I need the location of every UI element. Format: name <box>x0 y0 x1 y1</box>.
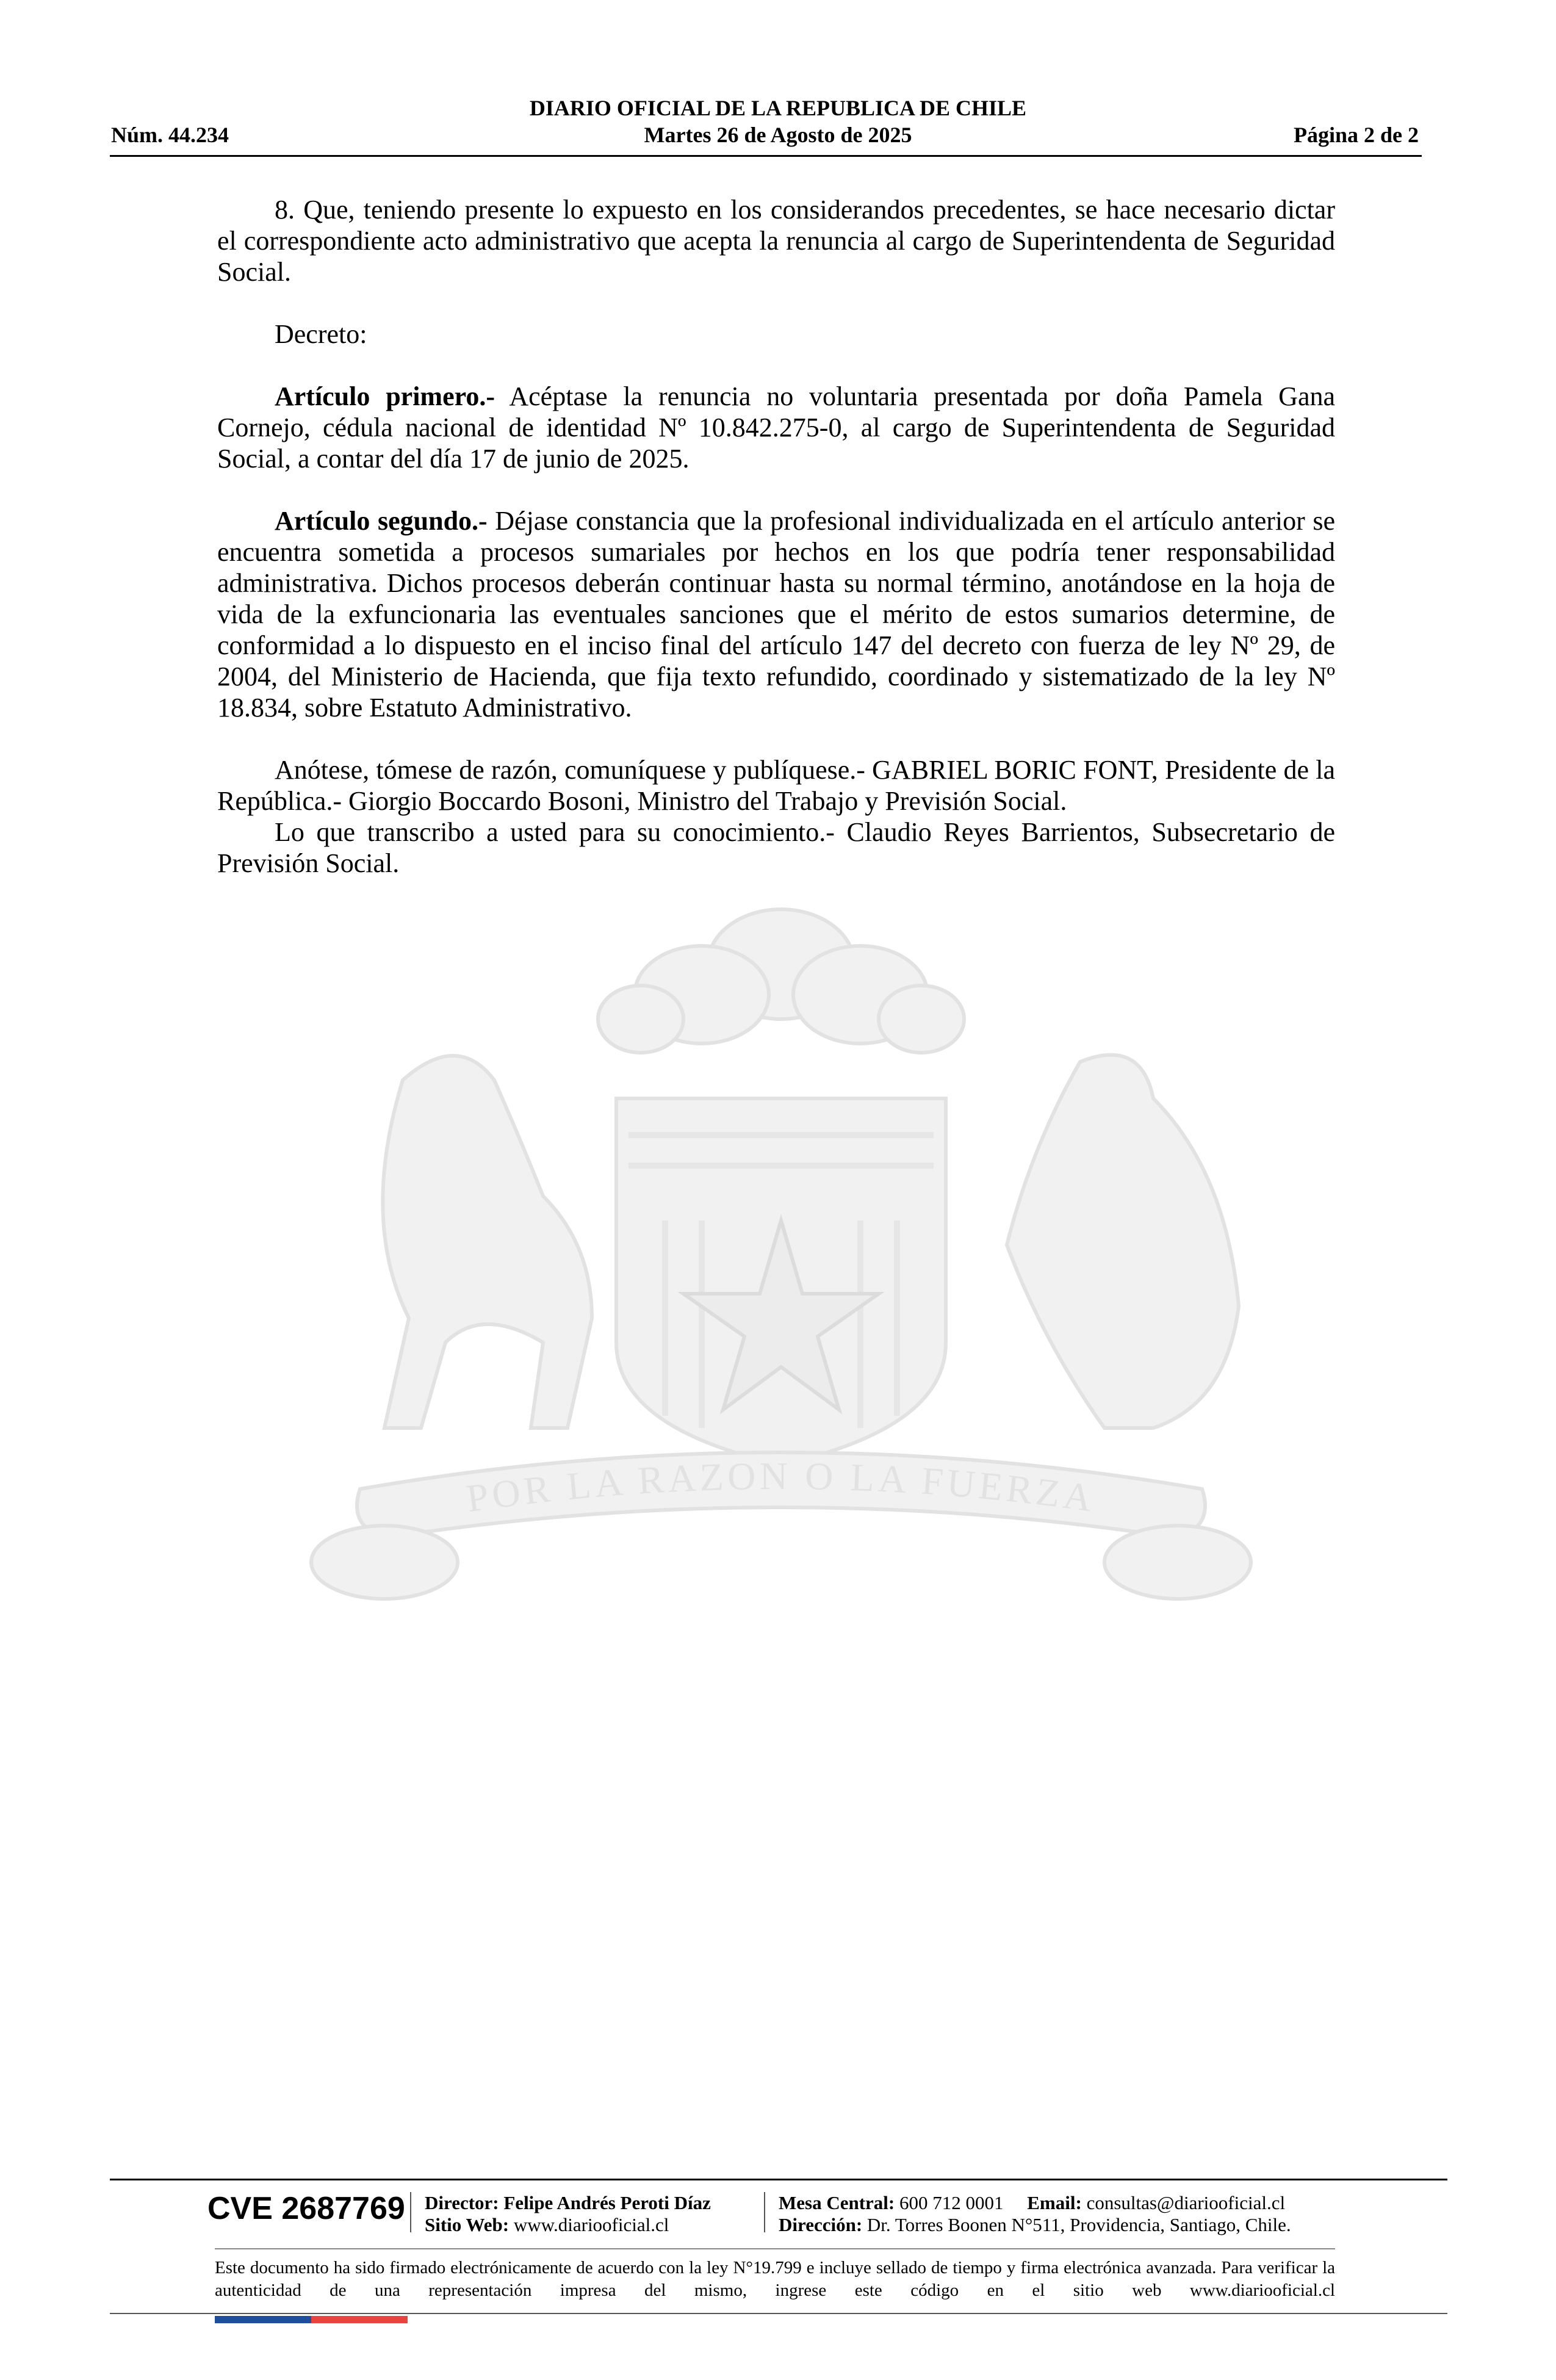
article-1-label: Artículo primero.- <box>275 381 495 411</box>
gazette-title: DIARIO OFICIAL DE LA REPUBLICA DE CHILE <box>529 96 1027 120</box>
director-label: Director: <box>425 2192 499 2213</box>
closing-formula: Anótese, tómese de razón, comuníquese y publíquese.- GABRIEL BORIC FONT, Presidente de la República.- Giorgio Boccardo Bosoni, Ministro del Trabajo y Previsión Social. <box>217 755 1335 816</box>
director-name: Felipe Andrés Peroti Díaz <box>503 2192 711 2213</box>
flag-stripe-red <box>311 2316 408 2323</box>
website-line <box>425 2214 669 2236</box>
address-line <box>779 2214 1291 2236</box>
contact-line <box>779 2192 1285 2214</box>
cve-code: CVE 2687769 <box>207 2191 405 2226</box>
flag-stripe-blue <box>215 2316 311 2323</box>
footer-separator <box>764 2192 765 2232</box>
header-divider <box>110 155 1422 157</box>
email-label: Email: <box>1027 2192 1082 2213</box>
phone-label: Mesa Central: <box>779 2192 895 2213</box>
decreto-heading: Decreto: <box>275 319 367 349</box>
watermark-motto: POR LA RAZON O LA FUERZA <box>464 1454 1098 1521</box>
article-2-text: Déjase constancia que la profesional individualizada en el artículo anterior se encuentra sometida a procesos sumariales por hechos en los que podría tener responsabilidad administrativa. Dichos procesos deberán continuar hasta su normal término, anotándose en la hoja de vida de la exfuncionaria las eventuales sanciones que el mérito de estos sumarios determine, de conformidad a lo dispuesto en el inciso final del artículo 147 del decreto con fuerza de ley Nº 29, de 2004, del Ministerio de Hacienda, que fija texto refundido, coordinado y sistematizado de la ley Nº 18.834, sobre Estatuto Administrativo. <box>217 506 1335 723</box>
coat-of-arms-watermark <box>201 879 1361 1672</box>
page-indicator: Página 2 de 2 <box>1293 123 1419 147</box>
transcription-note: Lo que transcribo a usted para su conocimiento.- Claudio Reyes Barrientos, Subsecretario de Previsión Social. <box>217 817 1335 878</box>
website-label: Sitio Web: <box>425 2214 510 2235</box>
address-value: Dr. Torres Boonen N°511, Providencia, Santiago, Chile. <box>866 2214 1291 2235</box>
footer-separator <box>410 2192 411 2232</box>
decree-body <box>217 194 1335 879</box>
address-label: Dirección: <box>779 2214 863 2235</box>
article-2 <box>217 505 1335 723</box>
footer-divider-middle <box>215 2248 1335 2249</box>
footer-divider-top <box>110 2179 1447 2180</box>
article-2-label: Artículo segundo.- <box>275 506 488 536</box>
footer-divider-bottom <box>110 2313 1447 2314</box>
phone-number: 600 712 0001 <box>899 2192 1004 2213</box>
issue-number: Núm. 44.234 <box>111 123 229 147</box>
website-link[interactable]: www.diariooficial.cl <box>513 2214 669 2235</box>
article-1-text: Acéptase la renuncia no voluntaria presentada por doña Pamela Gana Cornejo, cédula nacional de identidad Nº 10.842.275-0, al cargo de Superintendenta de Seguridad Social, a contar del día 17 de junio de 2025. <box>217 381 1335 474</box>
email-address[interactable]: consultas@diariooficial.cl <box>1086 2192 1286 2213</box>
director-line <box>425 2192 711 2214</box>
issue-date: Martes 26 de Agosto de 2025 <box>644 123 912 147</box>
article-1 <box>217 381 1335 474</box>
considerando-8: 8. Que, teniendo presente lo expuesto en los considerandos precedentes, se hace necesario dictar el correspondiente acto administrativo que acepta la renuncia al cargo de Superintendenta de Seguridad Social. <box>217 195 1335 287</box>
electronic-signature-note: Este documento ha sido firmado electrónicamente de acuerdo con la ley N°19.799 e incluye sellado de tiempo y firma electrónica avanzada. Para verificar la autenticidad de una representación impresa del mismo, ingrese este código en el sitio web www.diariooficial.cl <box>215 2258 1335 2300</box>
